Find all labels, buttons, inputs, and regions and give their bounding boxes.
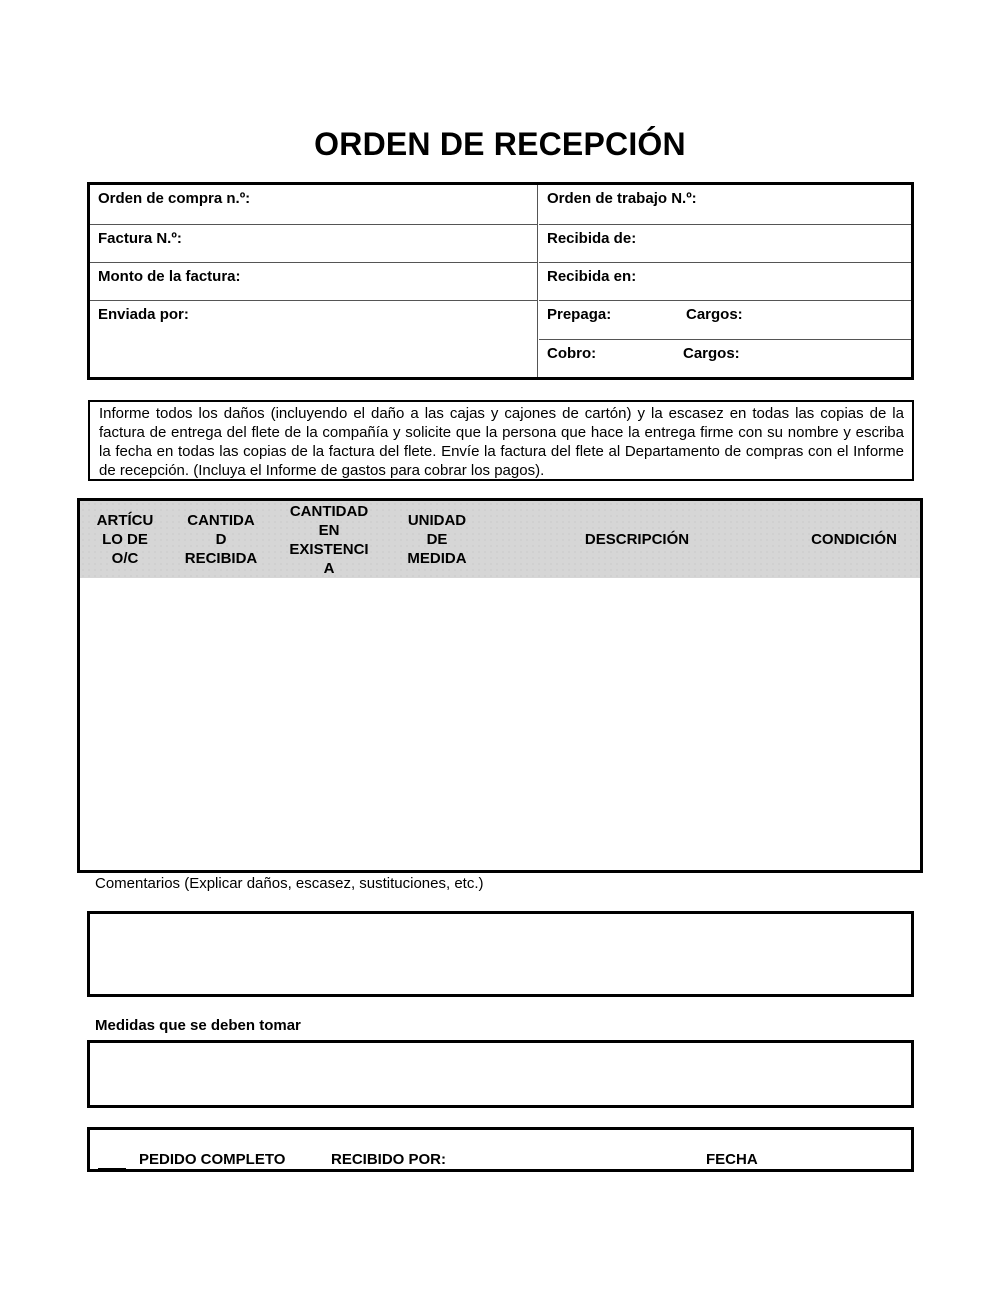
shipped-by-field[interactable] [90, 301, 537, 377]
column-header-text: DESCRIPCIÓN [584, 531, 690, 548]
column-header-text: A [323, 559, 335, 577]
column-header-po-item [80, 501, 170, 578]
prepaid-label: Prepaga: [547, 306, 612, 323]
column-header-quantity-received [174, 501, 268, 578]
measures-label: Medidas que se deben tomar [95, 1017, 301, 1034]
column-header-text: EN [318, 521, 340, 539]
collect-charges-label: Cargos: [683, 345, 740, 362]
collect-label: Cobro: [547, 345, 597, 362]
received-at-field[interactable] [539, 263, 911, 301]
column-header-description [540, 501, 734, 578]
purchase-order-label: Orden de compra n.º: [98, 190, 251, 207]
comments-field[interactable] [87, 911, 914, 997]
received-from-field[interactable] [539, 225, 911, 263]
shipped-by-label: Enviada por: [98, 306, 189, 323]
prepaid-field[interactable] [539, 301, 911, 340]
column-header-text: UNIDAD [407, 512, 467, 529]
invoice-number-field[interactable] [90, 225, 537, 263]
measures-field[interactable] [87, 1040, 914, 1108]
instructions-text: Informe todos los daños (incluyendo el daño a las cajas y cajones de cartón) y la escasez en todas las copias de la factura de entrega del flete de la compañía y solicite que la persona que hace la entrega firme con su nombre y escriba la fecha en todas las copias de la factura del flete. Envíe la factura del flete al Departamento de compras con el Informe de recepción. (Incluya el Informe de gastos para cobrar los pagos). [88, 400, 914, 481]
items-table [77, 498, 923, 873]
order-complete-label: PEDIDO COMPLETO [139, 1151, 286, 1168]
items-table-header [80, 501, 920, 578]
column-header-text: RECIBIDA [184, 550, 258, 567]
invoice-amount-label: Monto de la factura: [98, 268, 241, 285]
column-header-text: D [215, 531, 227, 548]
prepaid-charges-label: Cargos: [686, 306, 743, 323]
page-title: ORDEN DE RECEPCIÓN [314, 126, 686, 162]
order-info-right-column [539, 185, 911, 377]
purchase-order-field[interactable] [90, 185, 537, 225]
work-order-label: Orden de trabajo N.º: [547, 190, 697, 207]
column-header-quantity-in-stock [276, 501, 382, 578]
invoice-amount-field[interactable] [90, 263, 537, 301]
column-header-text: MEDIDA [407, 550, 467, 567]
received-by-label: RECIBIDO POR: [331, 1151, 447, 1168]
column-header-text: CANTIDA [187, 512, 255, 529]
column-header-text: DE [426, 531, 448, 548]
invoice-number-label: Factura N.º: [98, 230, 182, 247]
date-label: FECHA [706, 1151, 758, 1168]
column-header-text: LO DE [102, 531, 148, 548]
received-from-label: Recibida de: [547, 230, 637, 247]
items-table-body[interactable] [80, 578, 920, 870]
comments-label: Comentarios (Explicar daños, escasez, sustituciones, etc.) [95, 875, 484, 892]
column-header-text: CANTIDAD [289, 502, 369, 520]
work-order-field[interactable] [539, 185, 911, 225]
order-info-left-column [90, 185, 538, 377]
column-header-text: EXISTENCI [289, 540, 369, 558]
order-complete-checkbox-line[interactable] [98, 1168, 126, 1170]
column-header-text: CONDICIÓN [811, 531, 897, 548]
column-header-condition [780, 501, 928, 578]
order-info-table [87, 182, 914, 380]
received-at-label: Recibida en: [547, 268, 637, 285]
signature-box [87, 1127, 914, 1172]
column-header-unit-of-measure [390, 501, 484, 578]
column-header-text: ARTÍCU [96, 512, 154, 529]
column-header-text: O/C [111, 550, 139, 567]
collect-field[interactable] [539, 340, 911, 377]
